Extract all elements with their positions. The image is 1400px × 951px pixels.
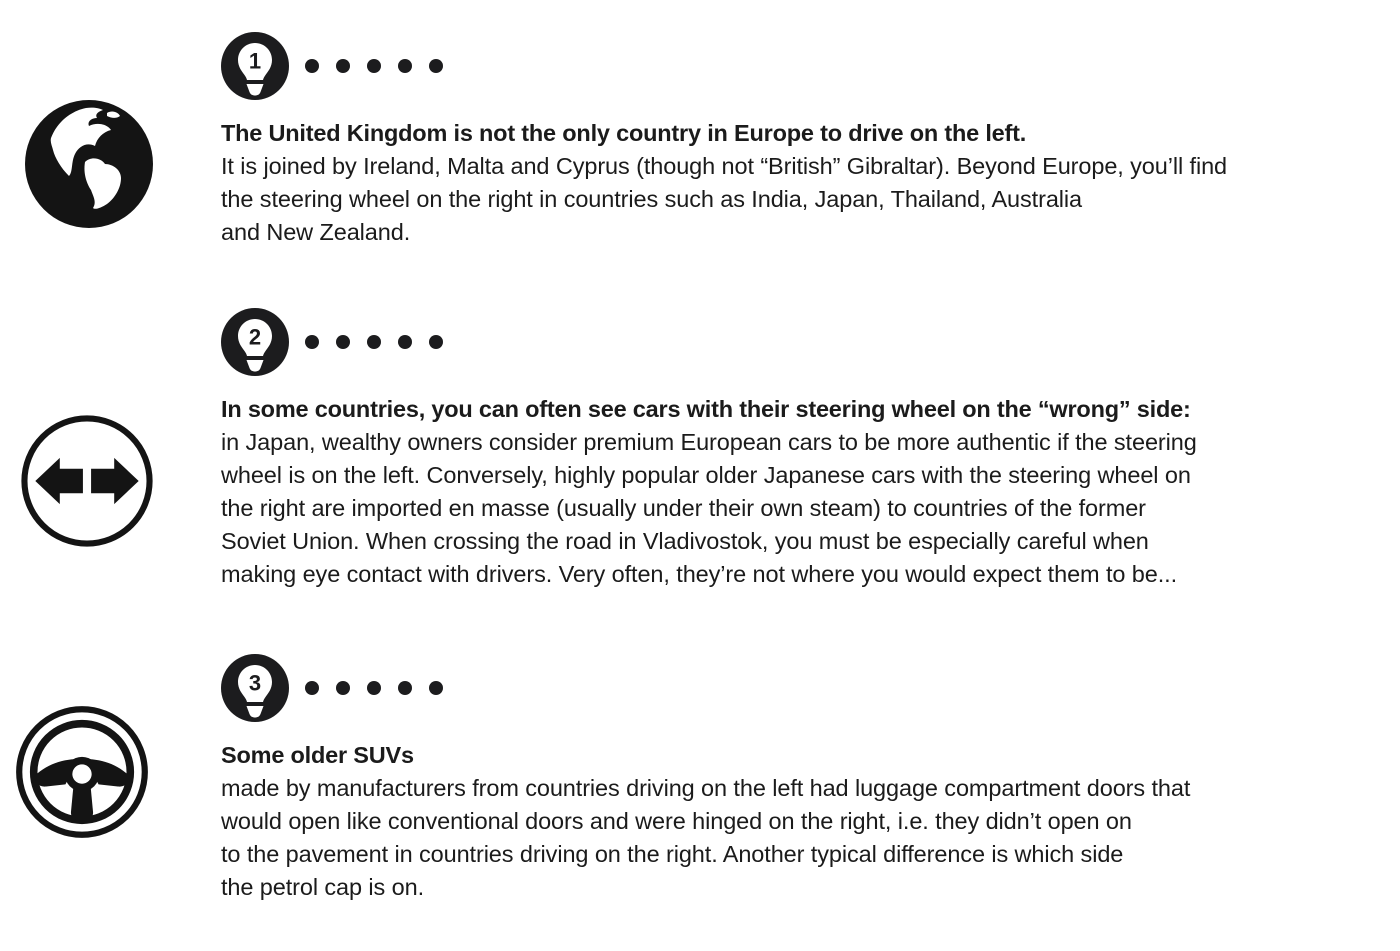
dot-icon <box>336 681 350 695</box>
tip-2-body-line: Soviet Union. When crossing the road in Vladivostok, you must be especially careful when <box>221 528 1149 554</box>
lightbulb-number-badge <box>221 654 289 722</box>
tip-3-badge-row <box>221 654 443 722</box>
tip-3-heading: Some older SUVs <box>221 742 414 768</box>
dot-icon <box>367 681 381 695</box>
tip-2-body-line: making eye contact with drivers. Very often, they’re not where you would expect them to be... <box>221 561 1178 587</box>
dot-icon <box>305 59 319 73</box>
dot-separators <box>305 681 443 695</box>
tip-number: 2 <box>248 324 262 350</box>
tip-1-body-line: It is joined by Ireland, Malta and Cyprus (though not “British” Gibraltar). Beyond Europe, you’ll find <box>221 153 1228 179</box>
tip-1-text <box>221 117 1227 249</box>
lightbulb-number-badge <box>221 308 289 376</box>
tip-3-text <box>221 739 1190 904</box>
dot-icon <box>398 59 412 73</box>
dot-icon <box>305 681 319 695</box>
dot-icon <box>367 335 381 349</box>
lightbulb-number-badge <box>221 32 289 100</box>
dot-icon <box>429 59 443 73</box>
tip-number: 1 <box>248 48 262 74</box>
tip-3-body-line: made by manufacturers from countries driving on the left had luggage compartment doors that <box>221 775 1191 801</box>
dot-separators <box>305 59 443 73</box>
tip-1-body-line: the steering wheel on the right in countries such as India, Japan, Thailand, Australia <box>221 186 1083 212</box>
dot-icon <box>398 335 412 349</box>
dot-icon <box>336 59 350 73</box>
steering-wheel-icon <box>13 703 151 841</box>
tip-number: 3 <box>248 670 262 696</box>
opposite-arrows-icon <box>19 413 155 549</box>
tip-1-body-line: and New Zealand. <box>221 219 411 245</box>
tip-2-body-line: the right are imported en masse (usually under their own steam) to countries of the former <box>221 495 1146 521</box>
tip-3-body-line: to the pavement in countries driving on the right. Another typical difference is which side <box>221 841 1124 867</box>
tip-2-heading: In some countries, you can often see cars with their steering wheel on the “wrong” side: <box>221 396 1191 422</box>
tip-3-body-line: would open like conventional doors and were hinged on the right, i.e. they didn’t open on <box>221 808 1132 834</box>
tip-2-body-line: wheel is on the left. Conversely, highly popular older Japanese cars with the steering wheel on <box>221 462 1191 488</box>
dot-icon <box>367 59 381 73</box>
tip-1-badge-row <box>221 32 443 100</box>
globe-icon <box>23 98 155 230</box>
dot-icon <box>336 335 350 349</box>
dot-icon <box>429 335 443 349</box>
tip-2-text <box>221 393 1197 591</box>
tip-2-body-line: in Japan, wealthy owners consider premium European cars to be more authentic if the steering <box>221 429 1197 455</box>
tip-1-heading: The United Kingdom is not the only country in Europe to drive on the left. <box>221 120 1027 146</box>
tip-3-body-line: the petrol cap is on. <box>221 874 424 900</box>
dot-icon <box>429 681 443 695</box>
dot-icon <box>398 681 412 695</box>
dot-icon <box>305 335 319 349</box>
tip-2-badge-row <box>221 308 443 376</box>
dot-separators <box>305 335 443 349</box>
